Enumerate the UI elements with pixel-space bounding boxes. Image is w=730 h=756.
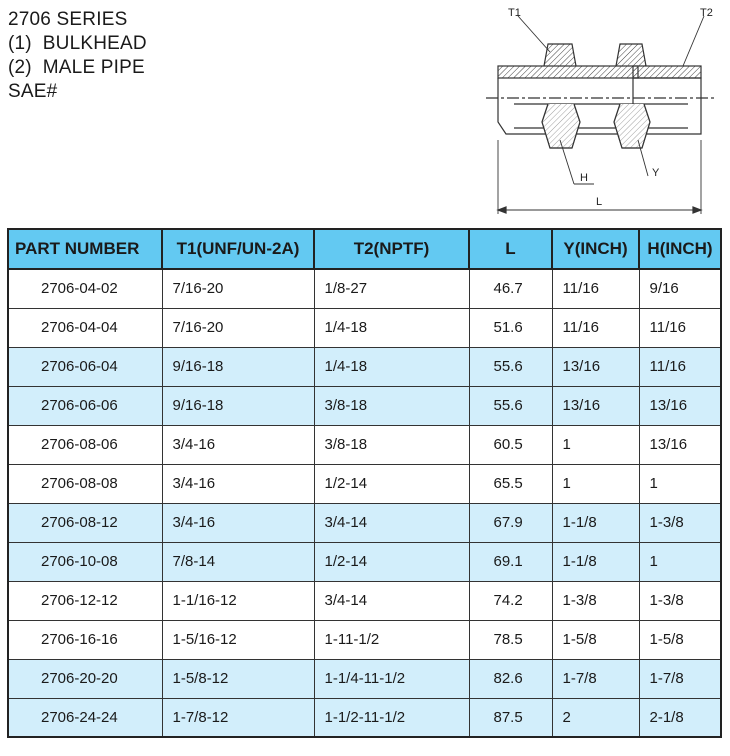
y-cell: 1-1/8 [552, 503, 639, 542]
part-number-cell: 2706-12-12 [8, 581, 162, 620]
t2-cell: 1/2-14 [314, 464, 469, 503]
male-pipe-label: (2) MALE PIPE [8, 57, 145, 78]
table-row [8, 503, 721, 542]
t2-cell: 1/2-14 [314, 542, 469, 581]
t1-label: T1 [508, 7, 521, 19]
y-cell: 1 [552, 464, 639, 503]
part-number-cell: 2706-24-24 [8, 698, 162, 737]
h-cell: 11/16 [639, 347, 721, 386]
l-label: L [596, 196, 603, 208]
l-cell: 60.5 [469, 425, 552, 464]
y-cell: 2 [552, 698, 639, 737]
y-label: Y [652, 167, 660, 179]
h-cell: 1-7/8 [639, 659, 721, 698]
l-cell: 51.6 [469, 308, 552, 347]
l-cell: 69.1 [469, 542, 552, 581]
h-cell: 1-3/8 [639, 503, 721, 542]
t2-cell: 1-1/4-11-1/2 [314, 659, 469, 698]
header-h: H(INCH) [639, 229, 721, 269]
t1-cell: 1-5/16-12 [162, 620, 314, 659]
t2-cell: 3/4-14 [314, 581, 469, 620]
bulkhead-label: (1) BULKHEAD [8, 33, 147, 54]
t2-cell: 1/4-18 [314, 347, 469, 386]
t2-cell: 3/8-18 [314, 386, 469, 425]
l-cell: 82.6 [469, 659, 552, 698]
h-cell: 13/16 [639, 386, 721, 425]
t1-cell: 7/8-14 [162, 542, 314, 581]
table-row [8, 386, 721, 425]
t1-cell: 7/16-20 [162, 308, 314, 347]
l-cell: 78.5 [469, 620, 552, 659]
l-cell: 46.7 [469, 269, 552, 308]
y-cell: 13/16 [552, 386, 639, 425]
l-cell: 55.6 [469, 347, 552, 386]
y-cell: 1 [552, 425, 639, 464]
t2-cell: 1-11-1/2 [314, 620, 469, 659]
table-row [8, 542, 721, 581]
l-cell: 67.9 [469, 503, 552, 542]
t2-label: T2 [700, 7, 713, 19]
t1-cell: 1-1/16-12 [162, 581, 314, 620]
t2-cell: 1-1/2-11-1/2 [314, 698, 469, 737]
header-t1: T1(UNF/UN-2A) [162, 229, 314, 269]
header-part-number: PART NUMBER [8, 229, 162, 269]
l-cell: 87.5 [469, 698, 552, 737]
y-cell: 1-5/8 [552, 620, 639, 659]
l-cell: 74.2 [469, 581, 552, 620]
table-row [8, 347, 721, 386]
table-row [8, 698, 721, 737]
part-number-cell: 2706-20-20 [8, 659, 162, 698]
t1-cell: 3/4-16 [162, 503, 314, 542]
t2-cell: 1/4-18 [314, 308, 469, 347]
part-number-cell: 2706-08-12 [8, 503, 162, 542]
table-row [8, 659, 721, 698]
table-row [8, 269, 721, 308]
header-t2: T2(NPTF) [314, 229, 469, 269]
h-cell: 1 [639, 542, 721, 581]
table-row [8, 620, 721, 659]
h-cell: 13/16 [639, 425, 721, 464]
y-cell: 11/16 [552, 269, 639, 308]
t1-cell: 3/4-16 [162, 425, 314, 464]
t1-cell: 7/16-20 [162, 269, 314, 308]
y-cell: 13/16 [552, 347, 639, 386]
t1-cell: 3/4-16 [162, 464, 314, 503]
header-y: Y(INCH) [552, 229, 639, 269]
series-title-block [8, 8, 147, 104]
l-cell: 65.5 [469, 464, 552, 503]
part-number-cell: 2706-10-08 [8, 542, 162, 581]
t2-cell: 1/8-27 [314, 269, 469, 308]
h-label: H [580, 172, 588, 184]
part-number-cell: 2706-04-02 [8, 269, 162, 308]
h-cell: 1-5/8 [639, 620, 721, 659]
h-cell: 9/16 [639, 269, 721, 308]
fitting-drawing [478, 0, 730, 222]
part-number-cell: 2706-08-06 [8, 425, 162, 464]
sae-label: SAE# [8, 81, 58, 102]
header-l: L [469, 229, 552, 269]
part-number-cell: 2706-06-04 [8, 347, 162, 386]
t1-cell: 1-5/8-12 [162, 659, 314, 698]
series-title: 2706 SERIES [8, 9, 128, 30]
t2-cell: 3/4-14 [314, 503, 469, 542]
y-cell: 11/16 [552, 308, 639, 347]
t2-cell: 3/8-18 [314, 425, 469, 464]
table-row [8, 464, 721, 503]
h-cell: 11/16 [639, 308, 721, 347]
y-cell: 1-7/8 [552, 659, 639, 698]
h-cell: 2-1/8 [639, 698, 721, 737]
part-number-cell: 2706-06-06 [8, 386, 162, 425]
part-number-cell: 2706-08-08 [8, 464, 162, 503]
part-number-cell: 2706-04-04 [8, 308, 162, 347]
t1-cell: 9/16-18 [162, 386, 314, 425]
specification-table [7, 228, 722, 738]
table-header-row [8, 229, 721, 269]
table-row [8, 581, 721, 620]
h-cell: 1-3/8 [639, 581, 721, 620]
t1-cell: 1-7/8-12 [162, 698, 314, 737]
h-cell: 1 [639, 464, 721, 503]
table-row [8, 308, 721, 347]
part-number-cell: 2706-16-16 [8, 620, 162, 659]
y-cell: 1-1/8 [552, 542, 639, 581]
t1-cell: 9/16-18 [162, 347, 314, 386]
l-cell: 55.6 [469, 386, 552, 425]
table-row [8, 425, 721, 464]
y-cell: 1-3/8 [552, 581, 639, 620]
